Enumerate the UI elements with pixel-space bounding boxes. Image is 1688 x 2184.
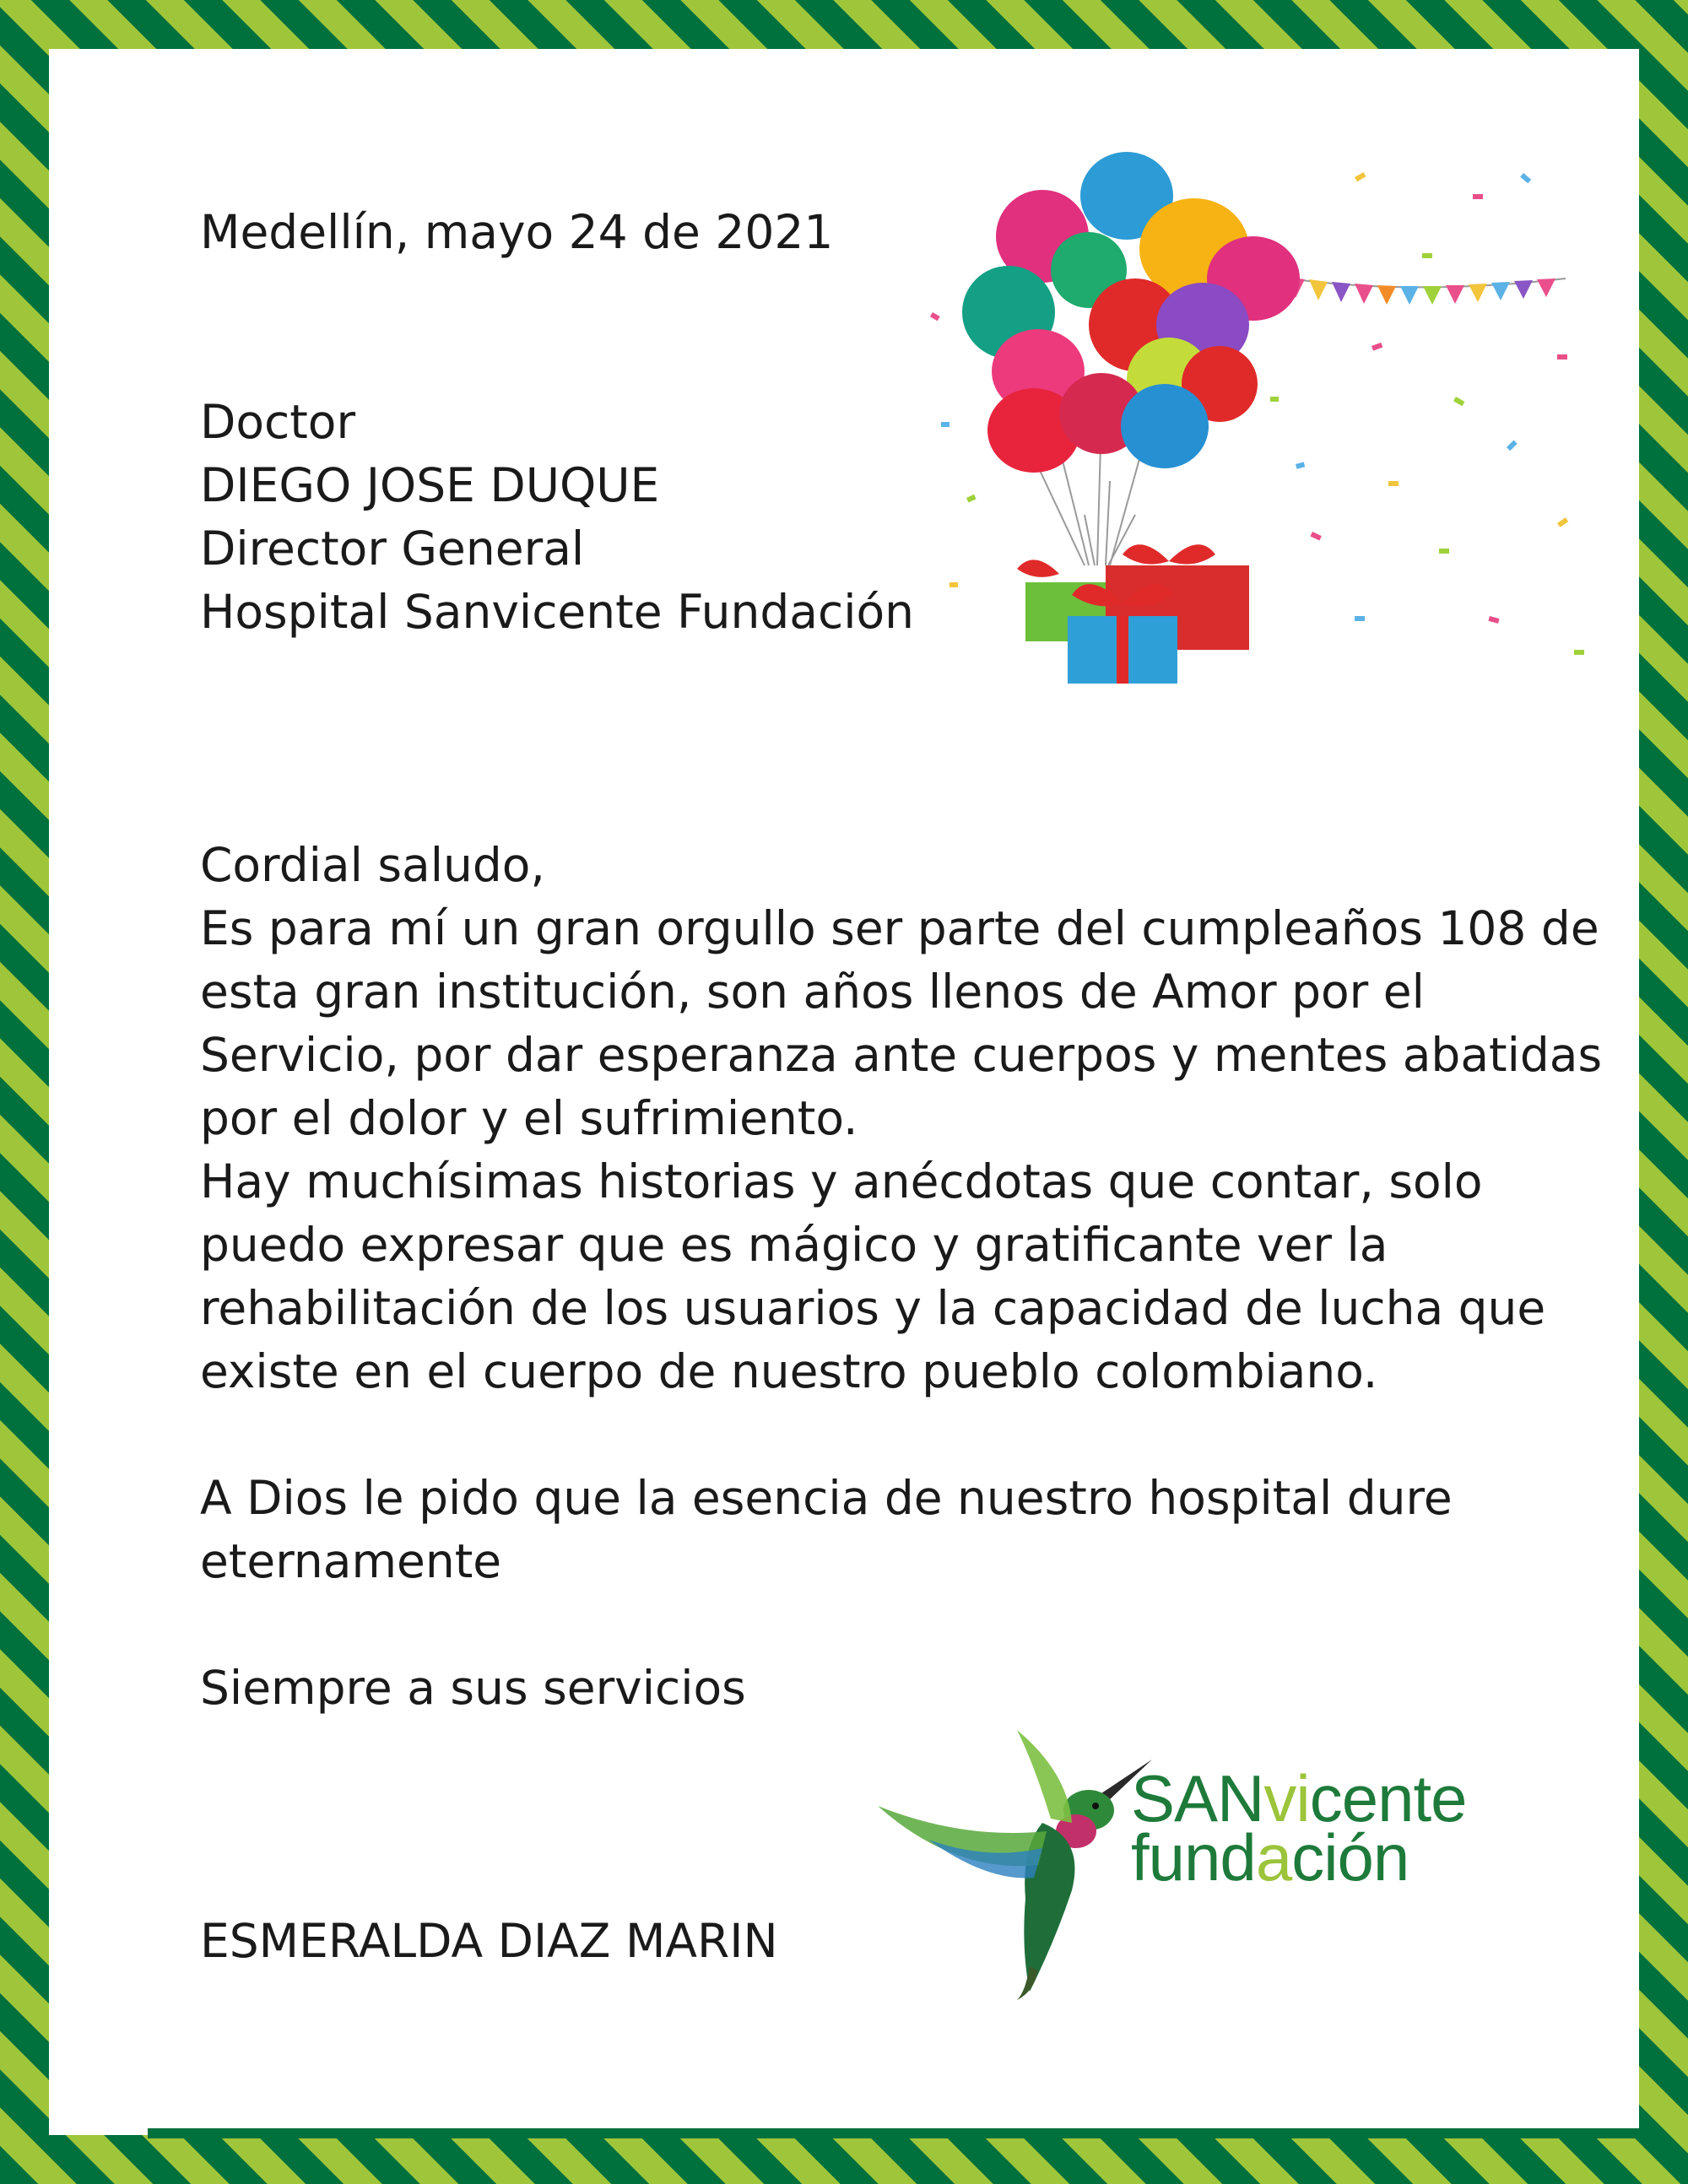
recipient-organization: Hospital Sanvicente Fundación: [200, 585, 915, 639]
letter-date: Medellín, mayo 24 de 2021: [200, 205, 834, 259]
body-line: puedo expresar que es mágico y gratificante ver la: [200, 1218, 1388, 1272]
body-line: por el dolor y el sufrimiento.: [200, 1091, 858, 1145]
logo-cion: ción: [1291, 1820, 1409, 1895]
body-line: Es para mí un gran orgullo ser parte del cumpleaños 108 de: [200, 901, 1599, 955]
sanvicente-logo-text: [1131, 1761, 1467, 1895]
body-line: esta gran institución, son años llenos de Amor por el: [200, 965, 1425, 1019]
signature-name: ESMERALDA DIAZ MARIN: [200, 1914, 778, 1968]
closing: Siempre a sus servicios: [200, 1661, 746, 1715]
logo-line1: [1131, 1761, 1467, 1835]
body-line: Servicio, por dar esperanza ante cuerpos y mentes abatidas: [200, 1028, 1603, 1082]
body-line: rehabilitación de los usuarios y la capacidad de lucha que: [200, 1281, 1546, 1335]
recipient-title: Doctor: [200, 395, 356, 449]
logo-line2: [1131, 1820, 1467, 1895]
letter-body: [200, 201, 1603, 1973]
recipient-name: DIEGO JOSE DUQUE: [200, 458, 660, 512]
recipient-position: Director General: [200, 522, 585, 576]
greeting: Cordial saludo,: [200, 838, 545, 892]
logo-a: a: [1255, 1820, 1292, 1895]
body-line: existe en el cuerpo de nuestro pueblo colombiano.: [200, 1344, 1378, 1398]
logo-vi: vi: [1263, 1761, 1310, 1835]
logo-san: SAN: [1131, 1761, 1264, 1835]
body-line: Hay muchísimas historias y anécdotas que contar, solo: [200, 1154, 1483, 1208]
logo-cente: cente: [1309, 1761, 1467, 1835]
bottom-accent-bar: [148, 2128, 1639, 2138]
wish-line: A Dios le pido que la esencia de nuestro hospital dure: [200, 1471, 1453, 1525]
wish-line: eternamente: [200, 1534, 502, 1588]
logo-fund: fund: [1131, 1820, 1256, 1895]
